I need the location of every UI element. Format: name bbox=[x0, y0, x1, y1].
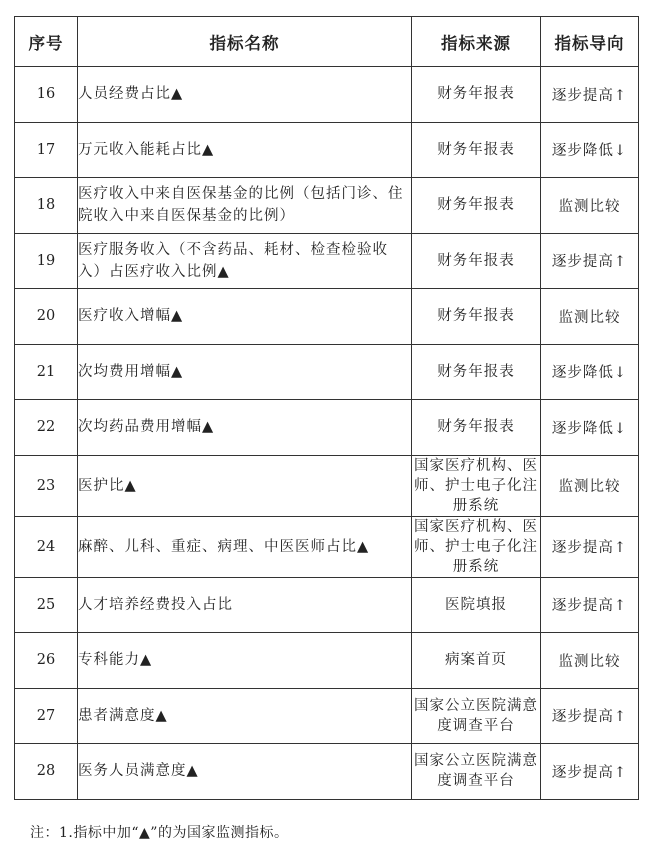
row-direction: 逐步提高↑ bbox=[541, 744, 639, 800]
row-indicator-name: 医疗收入增幅▲ bbox=[78, 289, 412, 345]
row-direction: 逐步提高↑ bbox=[541, 516, 639, 577]
indicator-table bbox=[14, 16, 639, 800]
row-no: 22 bbox=[15, 400, 78, 456]
table-row bbox=[15, 400, 639, 456]
row-source: 国家公立医院满意度调查平台 bbox=[412, 744, 541, 800]
row-indicator-name: 患者满意度▲ bbox=[78, 688, 412, 744]
row-direction: 逐步提高↑ bbox=[541, 577, 639, 633]
table-row bbox=[15, 688, 639, 744]
row-no: 18 bbox=[15, 178, 78, 234]
row-indicator-name: 次均费用增幅▲ bbox=[78, 344, 412, 400]
row-direction: 逐步降低↓ bbox=[541, 400, 639, 456]
row-indicator-name: 医务人员满意度▲ bbox=[78, 744, 412, 800]
row-source: 财务年报表 bbox=[412, 289, 541, 345]
row-no: 17 bbox=[15, 122, 78, 178]
row-direction: 监测比较 bbox=[541, 633, 639, 689]
row-source: 病案首页 bbox=[412, 633, 541, 689]
row-no: 24 bbox=[15, 516, 78, 577]
table-row bbox=[15, 577, 639, 633]
table-row bbox=[15, 633, 639, 689]
row-no: 23 bbox=[15, 455, 78, 516]
header-name: 指标名称 bbox=[78, 17, 412, 67]
row-indicator-name: 麻醉、儿科、重症、病理、中医医师占比▲ bbox=[78, 516, 412, 577]
row-no: 19 bbox=[15, 233, 78, 289]
row-no: 27 bbox=[15, 688, 78, 744]
row-no: 16 bbox=[15, 67, 78, 123]
row-direction: 逐步提高↑ bbox=[541, 233, 639, 289]
row-no: 28 bbox=[15, 744, 78, 800]
header-direction: 指标导向 bbox=[541, 17, 639, 67]
table-row bbox=[15, 178, 639, 234]
footnote: 注：1.指标中加“▲”的为国家监测指标。 bbox=[30, 825, 289, 841]
row-source: 财务年报表 bbox=[412, 122, 541, 178]
row-source: 国家公立医院满意度调查平台 bbox=[412, 688, 541, 744]
row-source: 财务年报表 bbox=[412, 233, 541, 289]
row-direction: 逐步降低↓ bbox=[541, 122, 639, 178]
table-row bbox=[15, 744, 639, 800]
row-indicator-name: 医疗收入中来自医保基金的比例（包括门诊、住院收入中来自医保基金的比例） bbox=[78, 178, 412, 234]
table-row bbox=[15, 516, 639, 577]
table-row bbox=[15, 455, 639, 516]
row-indicator-name: 医疗服务收入（不含药品、耗材、检查检验收入）占医疗收入比例▲ bbox=[78, 233, 412, 289]
row-source: 财务年报表 bbox=[412, 400, 541, 456]
header-source: 指标来源 bbox=[412, 17, 541, 67]
table-row bbox=[15, 67, 639, 123]
row-direction: 逐步提高↑ bbox=[541, 688, 639, 744]
row-no: 20 bbox=[15, 289, 78, 345]
row-no: 21 bbox=[15, 344, 78, 400]
row-direction: 逐步提高↑ bbox=[541, 67, 639, 123]
row-indicator-name: 人员经费占比▲ bbox=[78, 67, 412, 123]
row-indicator-name: 万元收入能耗占比▲ bbox=[78, 122, 412, 178]
row-source: 医院填报 bbox=[412, 577, 541, 633]
row-no: 25 bbox=[15, 577, 78, 633]
table-header-row bbox=[15, 17, 639, 67]
table-row bbox=[15, 289, 639, 345]
table-row bbox=[15, 122, 639, 178]
row-direction: 监测比较 bbox=[541, 289, 639, 345]
row-indicator-name: 人才培养经费投入占比 bbox=[78, 577, 412, 633]
row-source: 财务年报表 bbox=[412, 67, 541, 123]
row-source: 财务年报表 bbox=[412, 178, 541, 234]
header-no: 序号 bbox=[15, 17, 78, 67]
row-direction: 逐步降低↓ bbox=[541, 344, 639, 400]
row-no: 26 bbox=[15, 633, 78, 689]
row-indicator-name: 专科能力▲ bbox=[78, 633, 412, 689]
row-source: 国家医疗机构、医师、护士电子化注册系统 bbox=[412, 516, 541, 577]
row-indicator-name: 医护比▲ bbox=[78, 455, 412, 516]
table-row bbox=[15, 344, 639, 400]
row-source: 国家医疗机构、医师、护士电子化注册系统 bbox=[412, 455, 541, 516]
table-row bbox=[15, 233, 639, 289]
row-indicator-name: 次均药品费用增幅▲ bbox=[78, 400, 412, 456]
row-source: 财务年报表 bbox=[412, 344, 541, 400]
row-direction: 监测比较 bbox=[541, 455, 639, 516]
row-direction: 监测比较 bbox=[541, 178, 639, 234]
